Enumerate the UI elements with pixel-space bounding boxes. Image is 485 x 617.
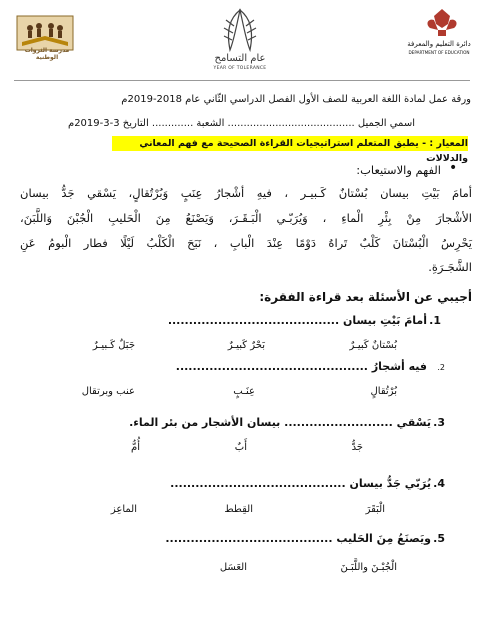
question-number: 2. bbox=[437, 363, 445, 372]
center-logo-arabic: عام التسامح bbox=[214, 53, 266, 64]
question-text: ويَصنَعُ مِنَ الحَليب ........................................ bbox=[165, 532, 431, 545]
answer-option[interactable]: العَسَل bbox=[219, 562, 247, 573]
question-number: 5. bbox=[433, 532, 445, 545]
header-divider bbox=[14, 80, 470, 81]
worksheet-title: ورقة عمل لمادة اللغة العربية للصف الأول الفصل الدراسي الثّاني عام 2018-2019م bbox=[121, 94, 471, 105]
passage-line: أمامَ بَيْتِ بيسان بُسْتانٌ كَـبيـر ، فيهِ أشْجارُ عِنَبٍ وَبُرْتُقالٍ، يَسْقي جَدُّ بيسان bbox=[20, 186, 472, 200]
learning-standard: المعيار : - يطبق المتعلم استراتيجيات القراءة الصحيحة مع فهم المعاني والدلالات bbox=[112, 136, 468, 151]
answer-option[interactable]: جَبَلٌ كَـبيـرٌ bbox=[92, 340, 135, 351]
question-number: 3. bbox=[433, 416, 445, 429]
answer-option[interactable]: بُسْتانٌ كَبيـرٌ bbox=[349, 340, 397, 351]
section-title: الفهم والاستيعاب: bbox=[356, 163, 441, 177]
answer-option[interactable]: عنب وبرتقال bbox=[81, 386, 135, 397]
passage-line: يَحْرِسُ الْبُسْتانَ كَلْبٌ تَراهُ دَوْمًا عِنْدَ الْبابِ ، نَبَحَ الْكَلْبُ لَيْلًا فطار الْبومُ عَنِ bbox=[20, 236, 472, 250]
right-logo-arabic: دائرة التعليم والمعرفة bbox=[407, 40, 471, 48]
year-of-tolerance-logo bbox=[200, 6, 280, 58]
answer-option[interactable]: الْبَقَرَ bbox=[365, 504, 385, 515]
question-text: فيه أشجارُ .............................................. bbox=[175, 360, 427, 373]
center-logo-english: YEAR OF TOLERANCE bbox=[213, 66, 267, 71]
answer-option[interactable]: الماعِز bbox=[110, 504, 137, 515]
answer-option[interactable]: الْجُبْـنَ واللَّبَـنَ bbox=[340, 562, 397, 573]
answer-option[interactable]: بَحْرٌ كَبيـرٌ bbox=[227, 340, 265, 351]
question-text: أمامَ بَيْتِ بيسان ......................................... bbox=[167, 314, 427, 327]
answer-option[interactable]: بُرْتُقالٍ bbox=[370, 386, 397, 397]
answer-option[interactable]: القِطط bbox=[224, 504, 253, 515]
answer-option[interactable]: أُمُّ bbox=[131, 442, 140, 453]
question-text: يَسْقي .......................... بيسان الأشجار من بئر الماء. bbox=[129, 416, 431, 429]
right-logo-english: DEPARTMENT OF EDUCATION bbox=[408, 50, 470, 55]
school-name: مدرسة الثروات الوطنية bbox=[24, 47, 70, 61]
answer-option[interactable]: أَبٌ bbox=[234, 442, 247, 453]
question-text: يُرَبّي جَدُّ بيسان .......................................... bbox=[170, 477, 431, 490]
passage-line: الأشْجارَ مِنْ بِئْرِ الْماءِ ، وَيُرَبّـي الْبَـقَـرَ، وَيَصْنَعُ مِنَ الْحَليبِ الْجُبْنَ وَاللَّبَنَ، bbox=[20, 211, 472, 225]
student-info-line: اسمي الجميل ........................................ الشعبة ............. التاريخ 3-3-2019م bbox=[67, 118, 415, 129]
question-number: 4. bbox=[433, 477, 445, 490]
department-of-education-emblem bbox=[410, 6, 474, 40]
bullet-icon: • bbox=[449, 160, 458, 176]
answer-option[interactable]: عِنَـبٍ bbox=[233, 386, 255, 397]
instructions: أجيبي عن الأسئلة بعد قراءة الفقرة: bbox=[259, 290, 472, 304]
passage-line: الشَّجَـرَةِ. bbox=[428, 260, 472, 274]
answer-option[interactable]: جَدُّ bbox=[351, 442, 363, 453]
question-number: 1. bbox=[429, 314, 441, 327]
